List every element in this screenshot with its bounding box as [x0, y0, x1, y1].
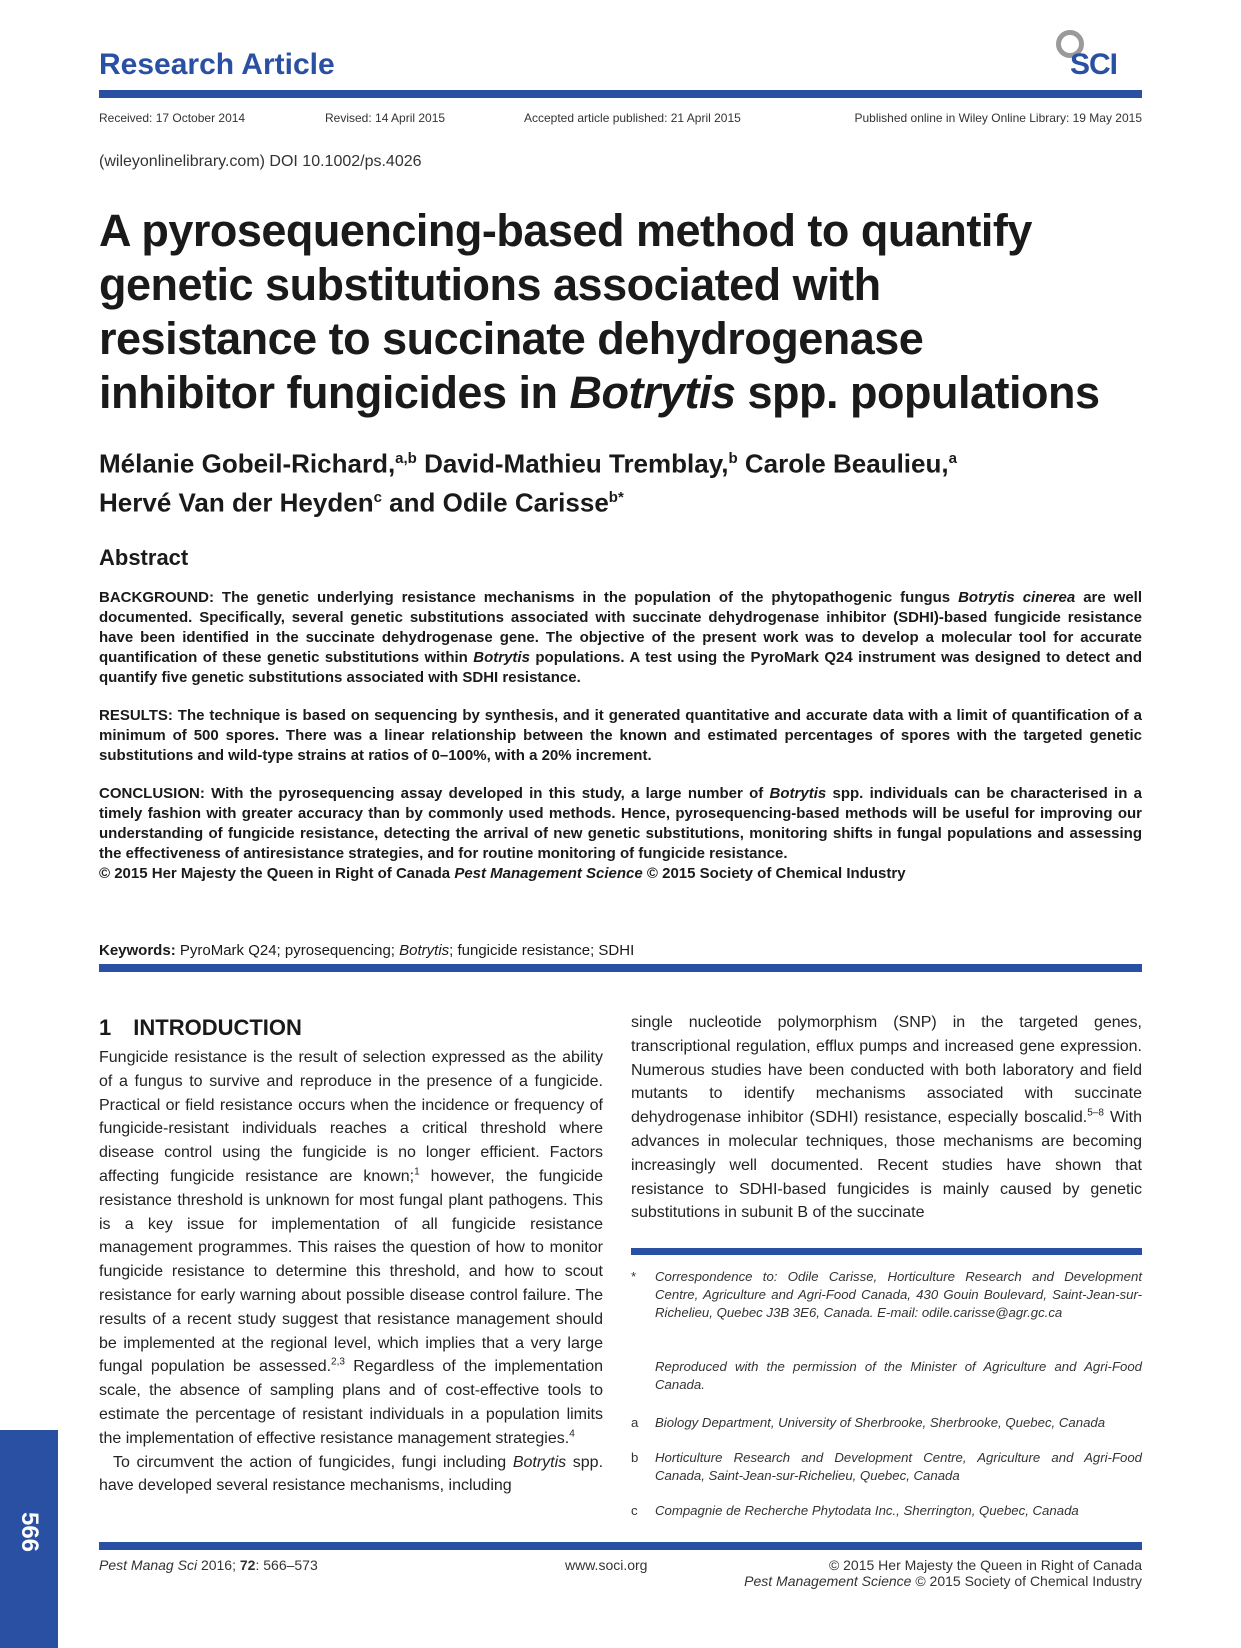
published-date: Published online in Wiley Online Library: 19 May 2015 — [854, 111, 1142, 125]
abstract-conclusion: CONCLUSION: With the pyrosequencing assay developed in this study, a large number of Botrytis spp. individuals can be characterised in a timely fashion with greater accuracy than by commonly used methods. Hence, pyrosequencing-based methods will be useful for improving our understanding of fungicide resistance, detecting the arrival of new genetic substitutions, monitoring shifts in fungal populations and assessing the effectiveness of antiresistance strategies, and for routine monitoring of fungicide resistance. © 2015 Her Majesty the Queen in Right of Canada Pest Management Science © 2015 Society of Chemical Industry — [99, 785, 1142, 882]
authors-line-2: Hervé Van der Heyden$^c$ and Odile Carisse$^{b*}$ — [99, 487, 624, 518]
author-list — [99, 442, 1159, 519]
logo-text: SCI — [1070, 48, 1118, 81]
column-left — [99, 1046, 603, 1498]
accepted-date: Accepted article published: 21 April 2015 — [524, 111, 741, 125]
footnote-correspondence: * Correspondence to: Odile Carisse, Horticulture Research and Development Centre, Agriculture and Agri-Food Canada, 430 Gouin Boulevard, Saint-Jean-sur-Richelieu, Quebec J3B 3E6, Canada. E-mail: odile.carisse@agr.gc.ca — [631, 1269, 1142, 1320]
affiliation-c: c Compagnie de Recherche Phytodata Inc., Sherrington, Quebec, Canada — [631, 1503, 1079, 1518]
footer-citation: Pest Manag Sci 2016; 72: 566–573 — [99, 1557, 318, 1573]
affiliation-b: b Horticulture Research and Development Centre, Agriculture and Agri-Food Canada, Saint-Jean-sur-Richelieu, Quebec, Canada — [631, 1450, 1142, 1483]
footnote-rule — [631, 1248, 1142, 1255]
affiliation-a: a Biology Department, University of Sherbrooke, Sherbrooke, Quebec, Canada — [631, 1415, 1106, 1430]
footer-website: www.soci.org — [565, 1557, 648, 1573]
received-date: Received: 17 October 2014 — [99, 111, 246, 125]
title-line-3: resistance to succinate dehydrogenase — [99, 313, 924, 364]
section-heading-introduction: 1 INTRODUCTION — [99, 1015, 302, 1040]
title-line-1: A pyrosequencing-based method to quantify — [99, 205, 1032, 256]
title-line-2: genetic substitutions associated with — [99, 259, 881, 310]
page-number-tab — [0, 1430, 58, 1648]
abstract-heading: Abstract — [99, 545, 189, 570]
column-right — [631, 1011, 1142, 1225]
abstract-copyright: © 2015 Her Majesty the Queen in Right of Canada Pest Management Science © 2015 Society of Chemical Industry — [99, 865, 906, 882]
footer-copyright: © 2015 Her Majesty the Queen in Right of Canada Pest Management Science © 2015 Society of Chemical Industry — [744, 1557, 1142, 1589]
sci-logo — [1050, 28, 1142, 86]
abstract-background: BACKGROUND: The genetic underlying resistance mechanisms in the population of the phytopathogenic fungus Botrytis cinerea are well documented. Specifically, several genetic substitutions associated with succinate dehydrogenase inhibitor (SDHI)-based fungicide resistance have been identified in the succinate dehydrogenase gene. The objective of the present work was to develop a molecular tool for accurate quantification of these genetic substitutions within Botrytis populations. A test using the PyroMark Q24 instrument was designed to detect and quantify five genetic substitutions associated with SDHI resistance. — [99, 589, 1142, 686]
authors-line-1: Mélanie Gobeil-Richard,$^{a,b}$ David-Mathieu Tremblay,$^b$ Carole Beaulieu,$^a$ — [99, 448, 957, 479]
intro-paragraph-3: single nucleotide polymorphism (SNP) in the targeted genes, transcriptional regulation, efflux pumps and increased gene expression. Numerous studies have been conducted with both laboratory and field mutants to identify mechanisms associated with succinate dehydrogenase inhibitor (SDHI) resistance, especially boscalid.$^{5-8}$ With advances in molecular techniques, those mechanisms are becoming increasingly well documented. Recent studies have shown that resistance to SDHI-based fungicides is mainly caused by genetic substitutions in subunit B of the succinate — [631, 1014, 1142, 1222]
revised-date: Revised: 14 April 2015 — [325, 111, 446, 125]
page-number: 566 — [16, 1511, 43, 1553]
intro-paragraph-1: Fungicide resistance is the result of selection expressed as the ability of a fungus to survive and reproduce in the presence of a fungicide. Practical or field resistance occurs when the incidence or frequency of fungicide-resistant individuals reaches a critical threshold where disease control using the fungicide is no longer efficient. Factors affecting fungicide resistance are known;$^1$ however, the fungicide resistance threshold is unknown for most fungal plant pathogens. This is a key issue for implementation of all fungicide resistance management programmes. This raises the question of how to monitor fungicide resistance to determine this threshold, and how to scout resistance for early warning about possible disease control failure. The results of a recent study suggest that resistance management should be implemented at the regional level, which implies that a very large fungal population be assessed.$^{2,3}$ Regardless of the implementation scale, the absence of sampling plans and of cost-effective tools to estimate the percentage of resistant individuals in a population limits the implementation of effective resistance management strategies.$^4$ — [99, 1049, 604, 1447]
article-type-label: Research Article — [99, 48, 335, 81]
article-title — [99, 204, 1149, 420]
doi: (wileyonlinelibrary.com) DOI 10.1002/ps.4026 — [99, 153, 422, 170]
intro-paragraph-2: To circumvent the action of fungicides, fungi including Botrytis spp. have developed several resistance mechanisms, including — [99, 1453, 604, 1495]
abstract-rule — [99, 964, 1142, 972]
footer-rule — [99, 1542, 1142, 1550]
footnote-reproduced: Reproduced with the permission of the Minister of Agriculture and Agri-Food Canada. — [655, 1359, 1142, 1392]
abstract-results: RESULTS: The technique is based on sequencing by synthesis, and it generated quantitative and accurate data with a limit of quantification of a minimum of 500 spores. There was a linear relationship between the known and estimated percentages of spores with the targeted genetic substitutions and wild-type strains at ratios of 0–100%, with a 20% increment. — [99, 707, 1142, 764]
title-line-4: inhibitor fungicides in Botrytis spp. populations — [99, 367, 1100, 418]
keywords: Keywords: PyroMark Q24; pyrosequencing; Botrytis; fungicide resistance; SDHI — [99, 942, 635, 959]
header-rule — [99, 90, 1142, 98]
